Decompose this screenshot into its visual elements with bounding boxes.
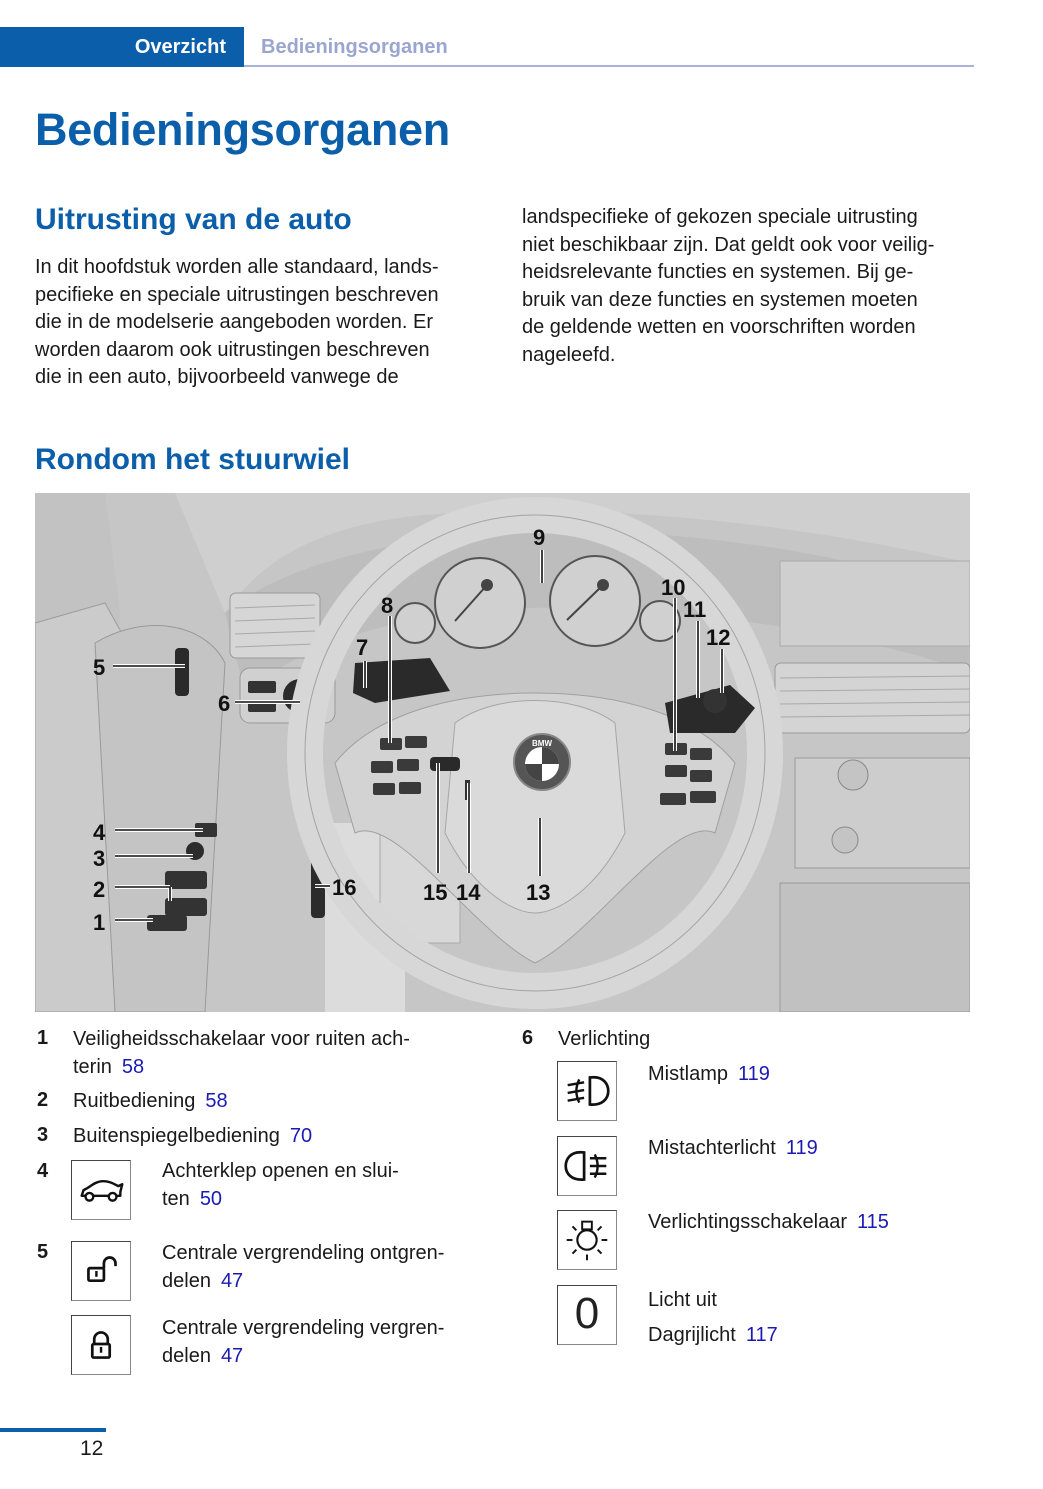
callout-10: 10 [661,575,686,600]
legend-num-2: 2 [37,1089,49,1111]
bmw-logo [514,734,570,790]
page-ref-link[interactable]: 58 [121,1056,145,1078]
page-ref-link[interactable]: 50 [199,1188,223,1210]
legend-text: ten [162,1188,190,1210]
callout-15: 15 [423,880,448,905]
legend-item-5 [162,1239,444,1295]
right-air-vent [775,663,970,733]
page-ref-link[interactable]: 119 [785,1137,818,1159]
legend-num-3: 3 [37,1124,49,1146]
horn-paddle [430,757,460,771]
legend-text: Veiligheidsschakelaar voor ruiten ach- [73,1028,410,1050]
text-line: de geldende wetten en voorschriften worden [522,316,916,338]
center-console [780,883,970,1012]
callout-4: 4 [93,820,106,845]
page-ref-link[interactable]: 47 [220,1345,244,1367]
header-rule [244,65,974,67]
page-number: 12 [80,1437,104,1460]
legend-item-5b [162,1314,444,1370]
legend-num-6: 6 [522,1027,534,1049]
callout-6: 6 [218,691,231,716]
rear-fog-light-icon [557,1136,617,1196]
door-lock-switch [175,648,189,696]
text-line: niet beschikbaar zijn. Dat geldt ook voor veilig- [522,233,935,256]
text-line: bruik van deze functies en systemen moeten [522,288,918,311]
zero-icon-glyph: 0 [574,1289,600,1338]
text-line: die in de modelserie aangeboden worden. Er [35,311,434,333]
legend-text: delen [162,1270,211,1292]
unlock-icon [71,1241,131,1301]
legend-text: Licht uit [648,1289,717,1311]
legend-text: Verlichtingsschakelaar [648,1211,847,1233]
zero-icon [557,1285,617,1345]
callout-8: 8 [381,593,394,618]
legend-text: Mistachterlicht [648,1137,776,1159]
page-title: Bedieningsorganen [35,104,450,155]
legend-item-6-label: Verlichting [558,1028,651,1050]
callout-11: 11 [683,597,707,622]
light-switch-icon [557,1210,617,1270]
page-ref-link[interactable]: 70 [289,1125,313,1147]
car-tailgate-icon [71,1160,131,1220]
text-line: heidsrelevante functies en systemen. Bij ge- [522,261,914,283]
callout-9: 9 [533,525,546,550]
intro-paragraph-col2 [522,204,934,369]
text-line: worden daarom ook uitrustingen beschreven [35,338,430,361]
callout-1: 1 [93,910,106,935]
section-heading-stuurwiel: Rondom het stuurwiel [35,443,350,476]
legend-text: Centrale vergrendeling vergren- [162,1317,445,1339]
section-heading-uitrusting: Uitrusting van de auto [35,203,352,236]
page-ref-link[interactable]: 58 [205,1090,228,1112]
left-air-vent [230,593,320,658]
bmw-logo-text: BMW [532,739,552,748]
legend-text: Centrale vergrendeling ontgren- [162,1242,445,1264]
legend-item-1 [73,1025,410,1081]
legend-text: Buitenspiegelbediening [73,1125,280,1147]
legend-text: terin [73,1056,112,1078]
lock-icon [71,1315,131,1375]
legend-item-verlichtingsschakelaar [648,1208,889,1236]
callout-2: 2 [93,877,106,902]
legend-item-mistachterlicht [648,1134,818,1162]
text-line: pecifieke en speciale uitrustingen beschreven [35,283,439,306]
front-fog-light-icon [557,1061,617,1121]
legend-item-3 [73,1122,312,1150]
page-ref-link[interactable]: 47 [220,1270,244,1292]
legend-num-5: 5 [37,1241,49,1263]
callout-3: 3 [93,846,106,871]
legend-text: Dagrijlicht [648,1324,736,1346]
legend-text: Ruitbediening [73,1090,196,1112]
page-ref-link[interactable]: 115 [857,1211,889,1233]
legend-item-2 [73,1087,228,1115]
callout-16: 16 [332,875,357,900]
center-display [780,561,970,646]
text-line: nageleefd. [522,343,616,366]
legend-item-4 [162,1157,399,1213]
radio-panel [795,758,970,868]
legend-text: Achterklep openen en slui- [162,1160,399,1182]
legend-item-licht-uit [648,1283,778,1353]
legend-item-mistlamp [648,1060,770,1088]
page-ref-link[interactable]: 119 [738,1063,770,1085]
callout-14: 14 [456,880,481,905]
steering-wheel-illustration [35,493,970,1012]
legend-text: Mistlamp [648,1063,729,1085]
page-ref-link[interactable]: 117 [745,1324,778,1346]
footer-rule [0,1428,106,1432]
callout-7: 7 [356,635,369,660]
text-line: die in een auto, bijvoorbeeld vanwege de [35,366,399,388]
illustration-svg [35,493,970,1012]
intro-paragraph-col1 [35,254,439,392]
header-tab-overzicht[interactable]: Overzicht [0,27,244,67]
callout-13: 13 [526,880,551,905]
text-line: In dit hoofdstuk worden alle standaard, lands- [35,256,439,278]
header-tab-bedieningsorganen[interactable]: Bedieningsorganen [261,36,448,58]
legend-num-1: 1 [37,1027,49,1049]
callout-5: 5 [93,655,106,680]
text-line: landspecifieke of gekozen speciale uitrusting [522,206,918,228]
door-trim [95,626,225,1012]
legend-num-4: 4 [37,1160,49,1182]
callout-12: 12 [706,625,731,650]
legend-text: delen [162,1345,211,1367]
